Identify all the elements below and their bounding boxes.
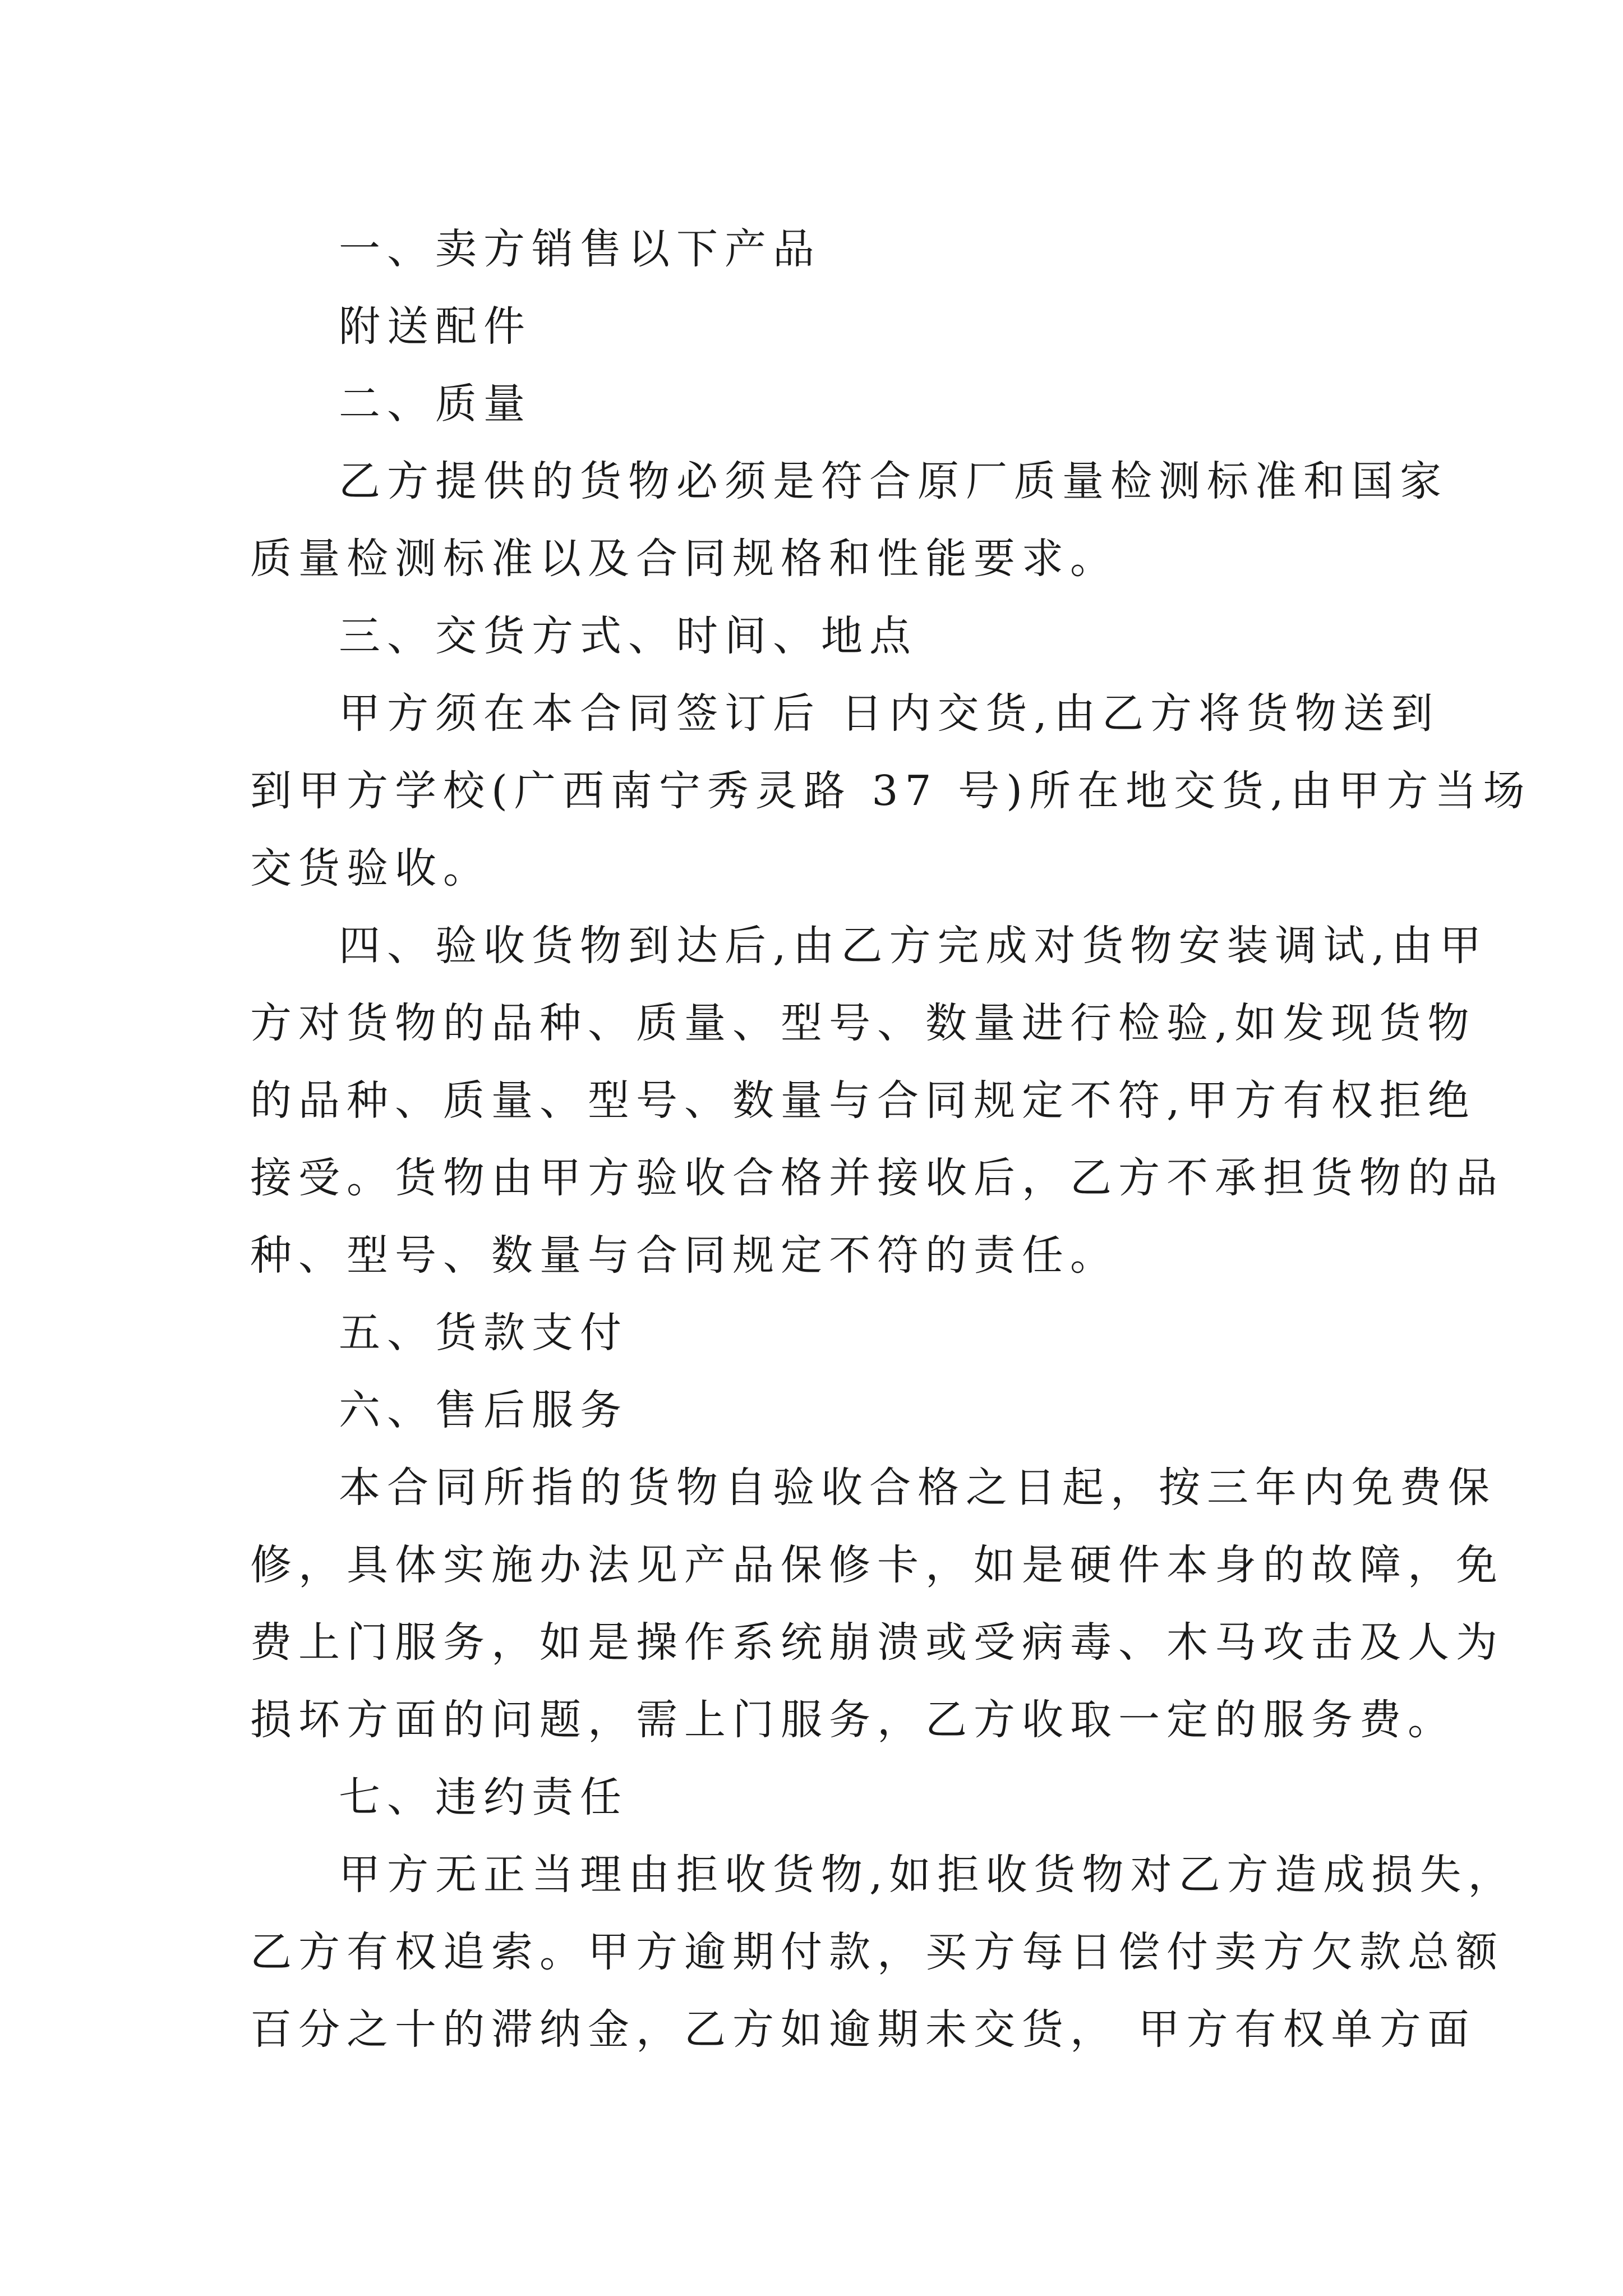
paragraph-line: 甲方无正当理由拒收货物,如拒收货物对乙方造成损失，: [339, 1851, 1516, 1899]
document-body: [250, 210, 1532, 2068]
section-heading-delivery: 三、交货方式、时间、地点: [339, 612, 917, 660]
paragraph-line: 甲方须在本合同签订后 日内交货,由乙方将货物送到: [339, 689, 1440, 738]
paragraph-line: 费上门服务，如是操作系统崩溃或受病毒、木马攻击及人为: [250, 1618, 1504, 1667]
section-heading-quality: 二、质量: [339, 380, 532, 428]
paragraph-line: 百分之十的滞纳金，乙方如逾期未交货， 甲方有权单方面: [250, 2005, 1476, 2054]
paragraph-line: 交货验收。: [250, 844, 491, 892]
paragraph-line: 本合同所指的货物自验收合格之日起，按三年内免费保: [339, 1464, 1496, 1512]
section-heading-liability: 七、违约责任: [339, 1773, 628, 1821]
paragraph-line: 损坏方面的问题，需上门服务，乙方收取一定的服务费。: [250, 1696, 1456, 1744]
paragraph-line: 方对货物的品种、质量、型号、数量进行检验,如发现货物: [250, 999, 1476, 1047]
paragraph-line: 种、型号、数量与合同规定不符的责任。: [250, 1231, 1118, 1280]
section-heading-inspection: 四、验收货物到达后,由乙方完成对货物安装调试,由甲: [339, 922, 1488, 970]
paragraph-line: 到甲方学校(广西南宁秀灵路 37 号)所在地交货,由甲方当场: [250, 767, 1532, 815]
paragraph-line: 乙方有权追索。甲方逾期付款，买方每日偿付卖方欠款总额: [250, 1928, 1504, 1976]
paragraph-line: 质量检测标准以及合同规格和性能要求。: [250, 535, 1118, 583]
section-heading-products: 一、卖方销售以下产品: [339, 225, 821, 273]
paragraph-line: 接受。货物由甲方验收合格并接收后，乙方不承担货物的品: [250, 1154, 1504, 1202]
paragraph-line: 乙方提供的货物必须是符合原厂质量检测标准和国家: [339, 457, 1448, 505]
section-heading-after-sales: 六、售后服务: [339, 1386, 628, 1434]
paragraph-accessories: 附送配件: [339, 302, 532, 351]
paragraph-line: 修，具体实施办法见产品保修卡，如是硬件本身的故障，免: [250, 1541, 1504, 1589]
section-heading-payment: 五、货款支付: [339, 1309, 628, 1357]
paragraph-line: 的品种、质量、型号、数量与合同规定不符,甲方有权拒绝: [250, 1076, 1476, 1125]
